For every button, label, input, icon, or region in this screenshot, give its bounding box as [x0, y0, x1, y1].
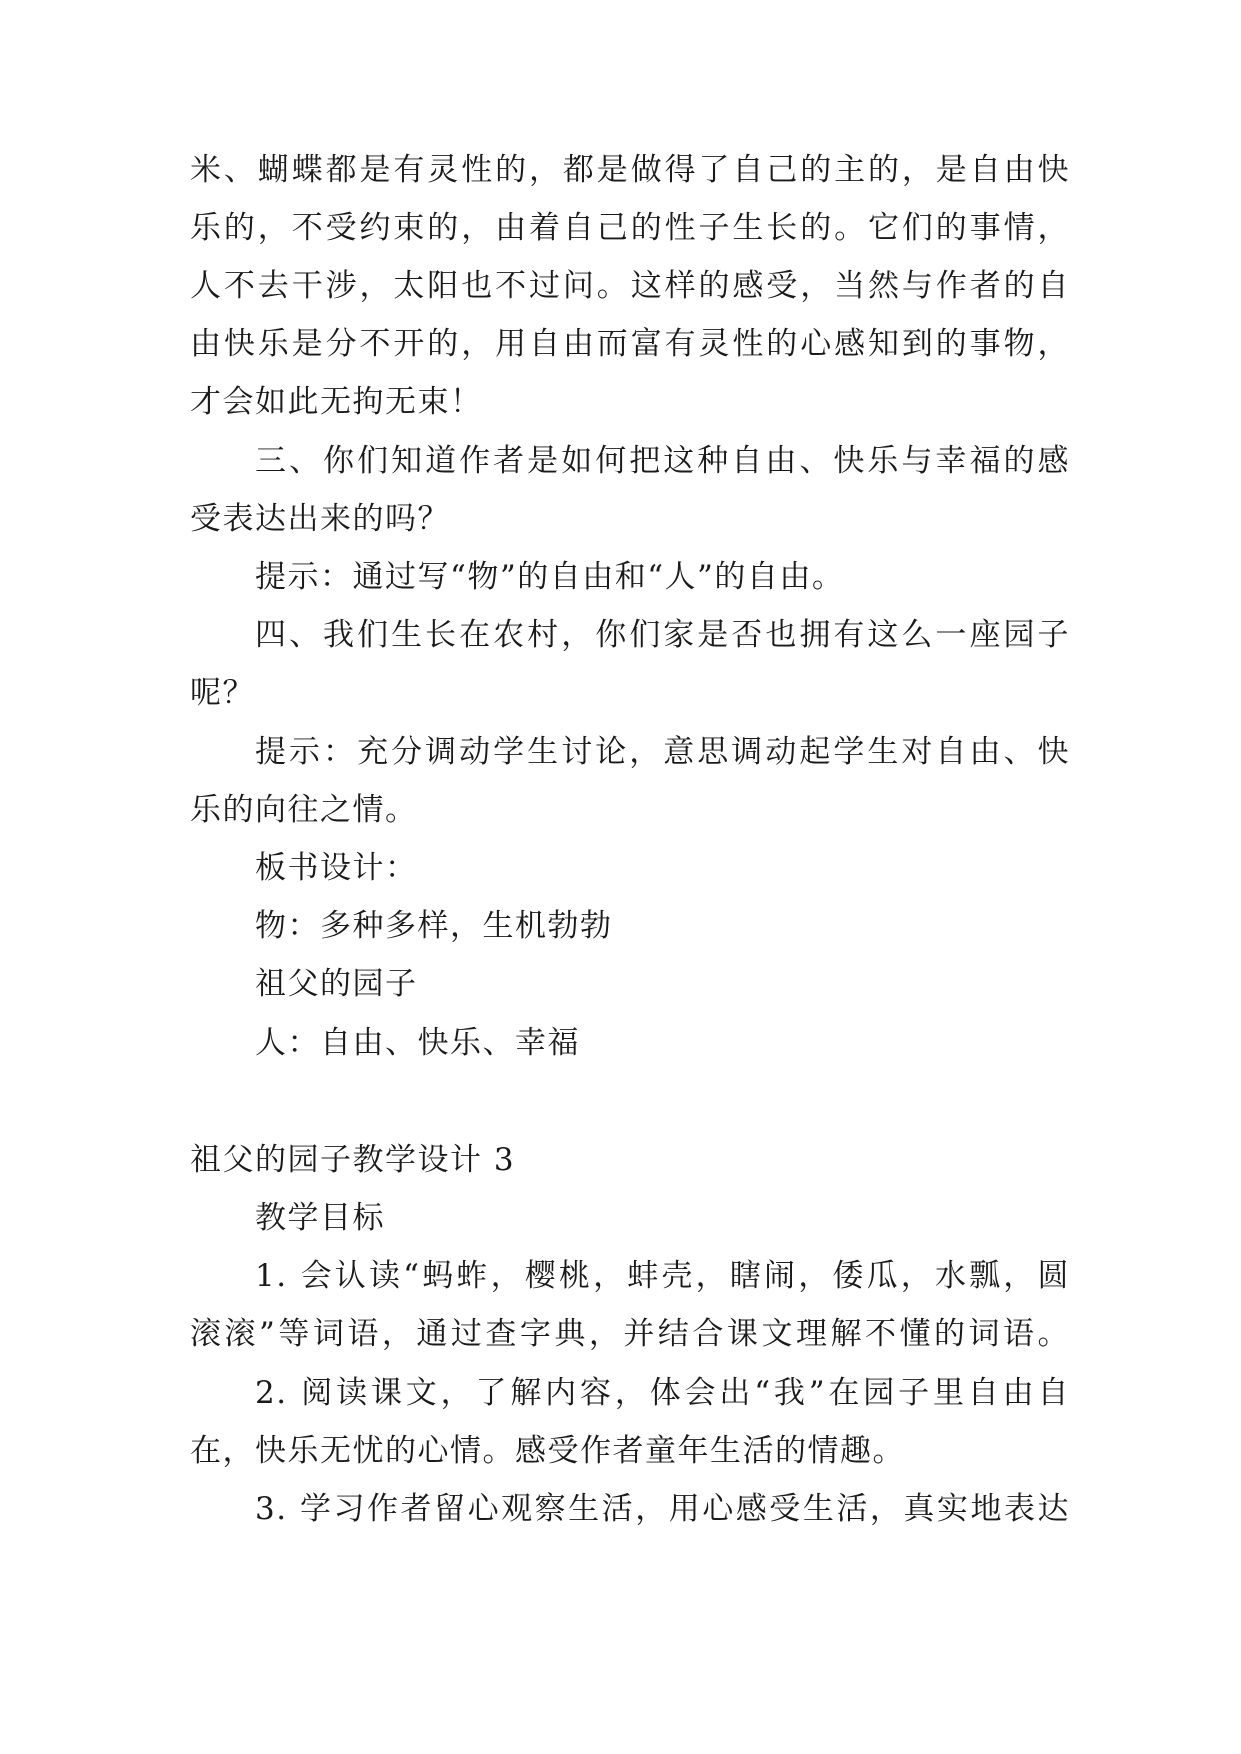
text-line: 人不去干涉，太阳也不过问。这样的感受，当然与作者的自 — [190, 268, 1070, 304]
hint-line: 提示：充分调动学生讨论，意思调动起学生对自由、快 — [255, 734, 1070, 770]
board-design-heading: 板书设计： — [255, 850, 418, 886]
text-line: 由快乐是分不开的，用自由而富有灵性的心感知到的事物， — [190, 326, 1070, 362]
text-line: 才会如此无拘无束！ — [190, 384, 483, 420]
question-three: 三、你们知道作者是如何把这种自由、快乐与幸福的感 — [255, 443, 1070, 479]
objective-item: 2. 阅读课文，了解内容，体会出“我”在园子里自由自 — [255, 1375, 1070, 1411]
hint-line: 提示：通过写“物”的自由和“人”的自由。 — [255, 559, 845, 595]
text-line: 受表达出来的吗？ — [190, 501, 450, 537]
board-design-line: 物：多种多样，生机勃勃 — [255, 908, 613, 944]
text-line: 滚滚”等词语，通过查字典，并结合课文理解不懂的词语。 — [190, 1316, 1070, 1352]
text-line: 在，快乐无忧的心情。感受作者童年生活的情趣。 — [190, 1433, 905, 1469]
board-design-line: 人：自由、快乐、幸福 — [255, 1025, 580, 1061]
section-title: 祖父的园子教学设计 3 — [190, 1142, 516, 1178]
text-line: 米、蝴蝶都是有灵性的，都是做得了自己的主的，是自由快 — [190, 152, 1070, 188]
board-design-line: 祖父的园子 — [255, 966, 418, 1002]
subheading: 教学目标 — [255, 1200, 385, 1236]
text-line: 乐的向往之情。 — [190, 792, 418, 828]
objective-item: 3. 学习作者留心观察生活，用心感受生活，真实地表达 — [255, 1491, 1070, 1527]
text-line: 呢？ — [190, 675, 255, 711]
text-line: 乐的，不受约束的，由着自己的性子生长的。它们的事情， — [190, 210, 1070, 246]
objective-item: 1. 会认读“蚂蚱，樱桃，蚌壳，瞎闹，倭瓜，水瓢，圆 — [255, 1258, 1070, 1294]
question-four: 四、我们生长在农村，你们家是否也拥有这么一座园子 — [255, 617, 1070, 653]
